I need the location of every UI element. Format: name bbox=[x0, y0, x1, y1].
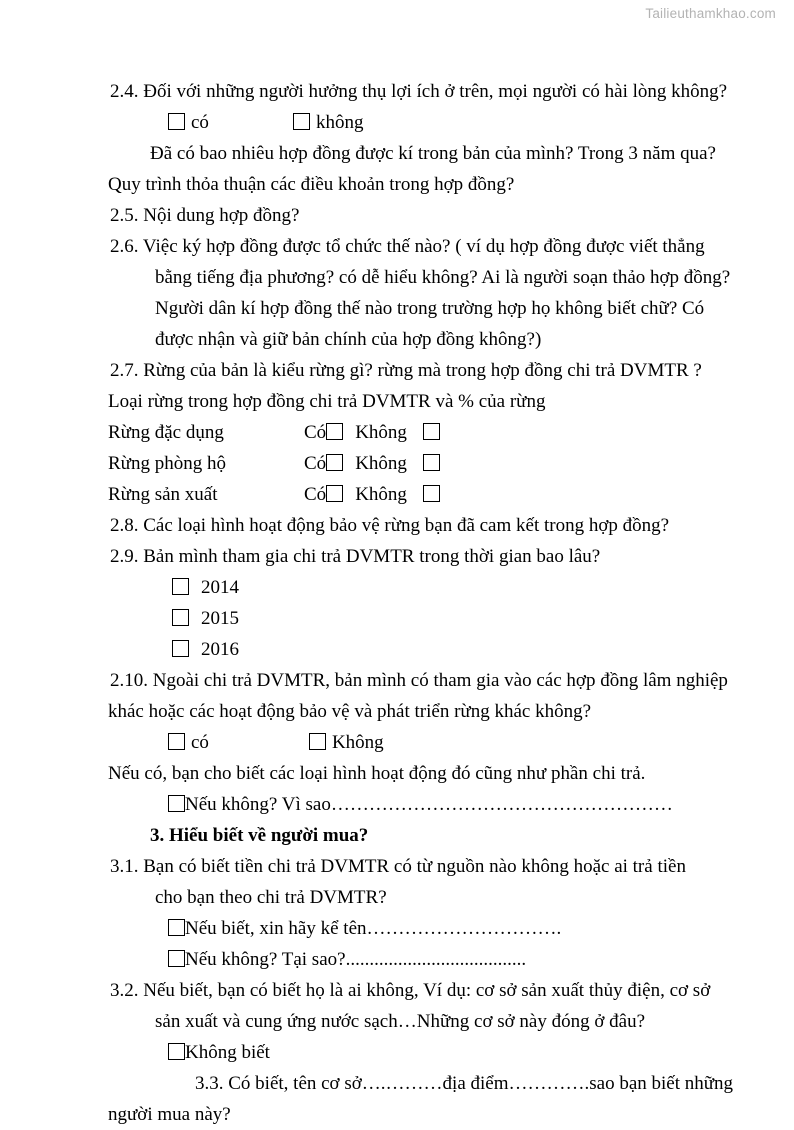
question-2-4-options bbox=[0, 107, 794, 138]
question-3-1-option-unknown bbox=[0, 944, 794, 975]
label-3-2-dont-know: Không biết bbox=[185, 1042, 270, 1063]
question-2-4-followup-1: Đã có bao nhiêu hợp đồng được kí trong bản của mình? Trong 3 năm qua? bbox=[150, 143, 716, 164]
question-2-10-note-if-no bbox=[0, 789, 794, 820]
year-option-2015 bbox=[0, 603, 794, 634]
forest-label-special-use: Rừng đặc dụng bbox=[108, 422, 224, 443]
question-3-2-option-dont-know bbox=[0, 1037, 794, 1068]
question-3-3-line2: người mua này? bbox=[108, 1104, 231, 1125]
label-year-2015: 2015 bbox=[201, 608, 239, 629]
checkbox-forest-production-no[interactable] bbox=[423, 485, 440, 502]
label-2-4-yes: có bbox=[191, 112, 209, 133]
question-2-7: 2.7. Rừng của bản là kiểu rừng gì? rừng mà trong hợp đồng chi trả DVMTR ? bbox=[110, 360, 702, 381]
question-2-10-line1: 2.10. Ngoài chi trả DVMTR, bản mình có tham gia vào các hợp đồng lâm nghiệp bbox=[110, 670, 728, 691]
year-option-2016 bbox=[0, 634, 794, 665]
checkbox-2-10-if-no[interactable] bbox=[168, 795, 185, 812]
question-2-6-line2 bbox=[0, 262, 794, 293]
label-2-10-if-no: Nếu không? Vì sao……………………………………………… bbox=[185, 794, 673, 815]
forest-no-label-1: Không bbox=[355, 453, 407, 474]
checkbox-year-2016[interactable] bbox=[172, 640, 189, 657]
checkbox-2-4-no[interactable] bbox=[293, 113, 310, 130]
label-3-1-unknown: Nếu không? Tại sao?...................................... bbox=[185, 949, 527, 970]
label-2-4-no: không bbox=[315, 112, 364, 133]
checkbox-year-2015[interactable] bbox=[172, 609, 189, 626]
question-3-2-line2: sản xuất và cung ứng nước sạch…Những cơ sở này đóng ở đâu? bbox=[155, 1011, 646, 1032]
forest-row-protection bbox=[0, 448, 794, 479]
question-3-1-line2: cho bạn theo chi trả DVMTR? bbox=[155, 887, 387, 908]
checkbox-year-2014[interactable] bbox=[172, 578, 189, 595]
forest-no-label-0: Không bbox=[355, 422, 407, 443]
checkbox-forest-protection-no[interactable] bbox=[423, 454, 440, 471]
checkbox-3-1-unknown[interactable] bbox=[168, 950, 185, 967]
question-2-6-line3-text: Người dân kí hợp đồng thế nào trong trường hợp họ không biết chữ? Có bbox=[155, 298, 705, 319]
question-2-6-line4: được nhận và giữ bản chính của hợp đồng không?) bbox=[155, 329, 542, 350]
question-2-6-line1 bbox=[0, 231, 794, 262]
label-2-10-yes: có bbox=[191, 732, 209, 753]
question-3-1-option-known bbox=[0, 913, 794, 944]
checkbox-forest-production-yes[interactable] bbox=[326, 485, 343, 502]
checkbox-2-10-yes[interactable] bbox=[168, 733, 185, 750]
question-2-8: 2.8. Các loại hình hoạt động bảo vệ rừng bạn đã cam kết trong hợp đồng? bbox=[110, 515, 670, 536]
checkbox-2-4-yes[interactable] bbox=[168, 113, 185, 130]
forest-row-production bbox=[0, 479, 794, 510]
section-3-heading: 3. Hiểu biết về người mua? bbox=[150, 825, 369, 846]
question-2-10-line2: khác hoặc các hoạt động bảo vệ và phát triển rừng khác không? bbox=[108, 701, 591, 722]
checkbox-forest-special-use-yes[interactable] bbox=[326, 423, 343, 440]
question-2-6-line1-text: 2.6. Việc ký hợp đồng được tổ chức thế nào? ( ví dụ hợp đồng được viết thẳng bbox=[110, 236, 705, 257]
question-2-4: 2.4. Đối với những người hưởng thụ lợi ích ở trên, mọi người có hài lòng không? bbox=[110, 81, 728, 102]
year-option-2014 bbox=[0, 572, 794, 603]
question-2-10-note-if-yes: Nếu có, bạn cho biết các loại hình hoạt động đó cũng như phần chi trả. bbox=[108, 763, 646, 784]
forest-yes-label-1: Có bbox=[304, 453, 327, 474]
forest-yes-label-2: Có bbox=[304, 484, 327, 505]
checkbox-forest-protection-yes[interactable] bbox=[326, 454, 343, 471]
question-2-10-options bbox=[0, 727, 794, 758]
question-3-3-line1: 3.3. Có biết, tên cơ sở….………địa điểm………….sao bạn biết những bbox=[195, 1073, 734, 1094]
label-year-2016: 2016 bbox=[201, 639, 239, 660]
forest-no-label-2: Không bbox=[355, 484, 407, 505]
question-2-6-line3 bbox=[0, 293, 794, 324]
question-2-6-line2-text: bằng tiếng địa phương? có dễ hiểu không? Ai là người soạn thảo hợp đồng? bbox=[155, 267, 731, 288]
checkbox-3-2-dont-know[interactable] bbox=[168, 1043, 185, 1060]
document-body bbox=[0, 76, 794, 1130]
forest-label-production: Rừng sản xuất bbox=[108, 484, 218, 505]
question-3-1-line1: 3.1. Bạn có biết tiền chi trả DVMTR có từ nguồn nào không hoặc ai trả tiền bbox=[110, 856, 686, 877]
question-2-4-followup-2: Quy trình thỏa thuận các điều khoản trong hợp đồng? bbox=[108, 174, 515, 195]
question-2-7-subheader: Loại rừng trong hợp đồng chi trả DVMTR và % của rừng bbox=[108, 391, 546, 412]
question-2-5: 2.5. Nội dung hợp đồng? bbox=[110, 205, 300, 226]
watermark-text: Tailieuthamkhao.com bbox=[645, 6, 776, 21]
forest-yes-label-0: Có bbox=[304, 422, 327, 443]
label-2-10-no: Không bbox=[331, 732, 384, 753]
question-3-2-line1: 3.2. Nếu biết, bạn có biết họ là ai không, Ví dụ: cơ sở sản xuất thủy điện, cơ sở bbox=[110, 980, 711, 1001]
question-2-9: 2.9. Bản mình tham gia chi trả DVMTR trong thời gian bao lâu? bbox=[110, 546, 601, 567]
checkbox-3-1-known[interactable] bbox=[168, 919, 185, 936]
checkbox-2-10-no[interactable] bbox=[309, 733, 326, 750]
label-3-1-known: Nếu biết, xin hãy kể tên…………………………. bbox=[185, 918, 562, 939]
checkbox-forest-special-use-no[interactable] bbox=[423, 423, 440, 440]
forest-label-protection: Rừng phòng hộ bbox=[108, 453, 226, 474]
label-year-2014: 2014 bbox=[201, 577, 239, 598]
forest-row-special-use bbox=[0, 417, 794, 448]
